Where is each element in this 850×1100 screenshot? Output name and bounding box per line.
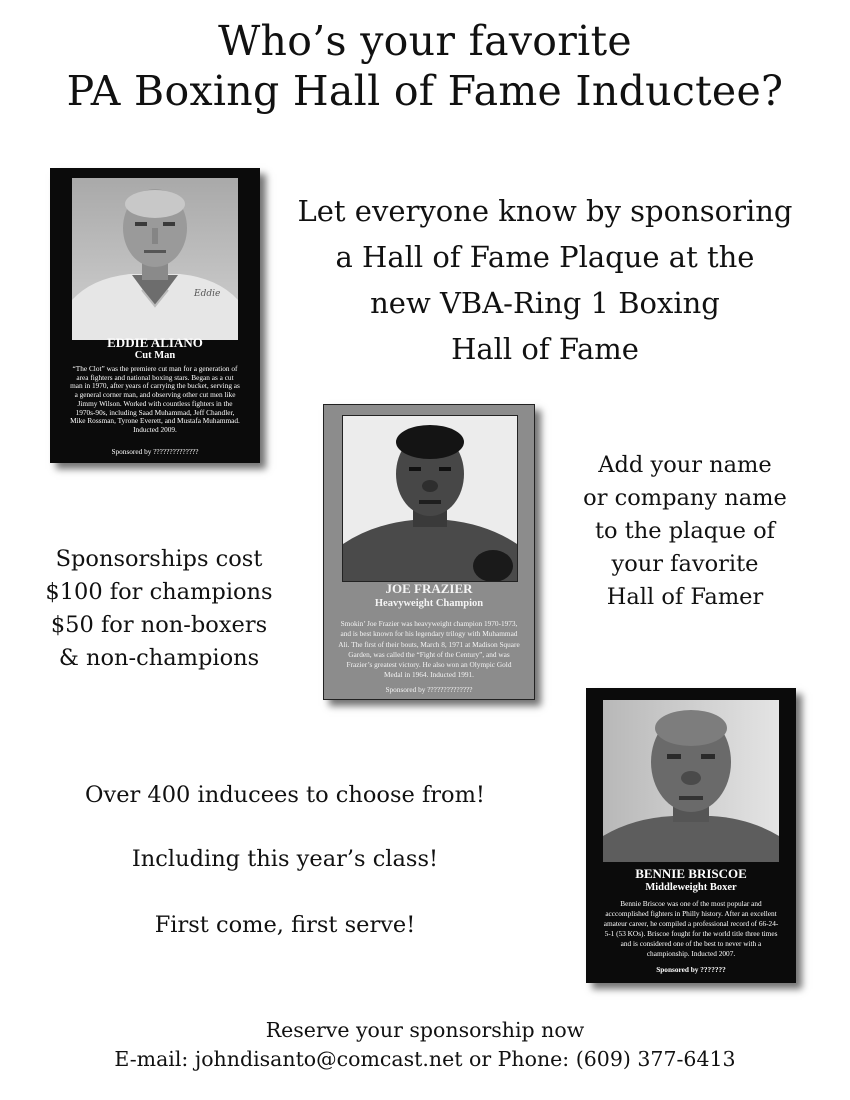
promo-first-come: First come, first serve!: [154, 912, 416, 938]
frazier-sponsor: Sponsored by ??????????????: [385, 685, 473, 694]
add-name-line-4: your favorite: [611, 551, 759, 577]
title-line-2: PA Boxing Hall of Fame Inductee?: [66, 67, 784, 115]
briscoe-name: BENNIE BRISCOE: [635, 866, 747, 881]
page-title: [0, 16, 850, 116]
aliano-bio: “The Clot” was the premiere cut man for a generation of area fighters and national boxing stars. Began as a cut man in 1970, after years of carrying the bucket, serving as a general corner man, and observing other cut men like Jimmy Wilson. Worked with countless fighters in the 1970s-90s, including Saad Muhammad, Jeff Chandler, Mike Rossman, Tyrone Everett, and Mustafa Muhammad. Inducted 2009.: [70, 364, 240, 434]
aliano-name: EDDIE ALIANO: [107, 335, 203, 350]
footer-contact: E-mail: johndisanto@comcast.net or Phone: (609) 377-6413: [114, 1047, 736, 1071]
contact-footer: [0, 1016, 850, 1074]
aliano-sponsor: Sponsored by ??????????????: [111, 447, 199, 456]
pitch-line-4: Hall of Fame: [451, 332, 639, 366]
briscoe-photo: [603, 700, 779, 862]
pitch-line-2: a Hall of Fame Plaque at the: [335, 240, 755, 274]
plaque-joe-frazier: [323, 404, 535, 700]
plaque-bennie-briscoe: [586, 688, 796, 983]
frazier-role: Heavyweight Champion: [374, 598, 484, 609]
pitch-line-3: new VBA-Ring 1 Boxing: [370, 286, 720, 320]
sponsorship-cost: [14, 543, 304, 675]
add-name-line-2: or company name: [583, 485, 787, 511]
cost-line-1: Sponsorships cost: [55, 546, 263, 572]
cost-line-2: $100 for champions: [45, 579, 273, 605]
briscoe-sponsor: Sponsored by ???????: [656, 965, 726, 974]
promo-this-year: Including this year’s class!: [131, 846, 439, 872]
add-name-line-3: to the plaque of: [595, 518, 775, 544]
title-line-1: Who’s your favorite: [218, 17, 632, 65]
add-name-line-5: Hall of Famer: [606, 584, 764, 610]
briscoe-role: Middleweight Boxer: [645, 882, 737, 893]
aliano-role: Cut Man: [134, 350, 176, 361]
sponsor-pitch: [270, 188, 820, 372]
briscoe-bio: Bennie Briscoe was one of the most popular and acccomplished fighters in Philly history. After an excellent amateur career, he compiled a professional record of 66-24-5-1 (53 KOs). Briscoe fought for the world title three times and is considered one of the best to never with a championship. Inducted 2007.: [603, 899, 779, 958]
frazier-bio: Smokin’ Joe Frazier was heavyweight champion 1970-1973, and is best known for his legendary trilogy with Muhammad Ali. The first of their bouts, March 8, 1971 at Madison Square Garden, was called the “Fight of the Century”, and was Frazier’s greatest victory. He also won an Olympic Gold Medal in 1964. Inducted 1991.: [338, 619, 520, 680]
footer-reserve: Reserve your sponsorship now: [265, 1018, 585, 1042]
cost-line-3: $50 for non-boxers: [50, 612, 268, 638]
frazier-name: JOE FRAZIER: [385, 581, 473, 596]
add-name-line-1: Add your name: [598, 452, 772, 478]
add-name-text: [560, 449, 810, 614]
aliano-shirt-name: Eddie: [194, 289, 221, 299]
promo-inductees: Over 400 inducees to choose from!: [85, 782, 485, 808]
aliano-photo: [72, 178, 238, 340]
frazier-photo: [342, 415, 518, 582]
cost-line-4: & non-champions: [58, 645, 260, 671]
plaque-eddie-aliano: [50, 168, 260, 463]
pitch-line-1: Let everyone know by sponsoring: [297, 194, 793, 228]
